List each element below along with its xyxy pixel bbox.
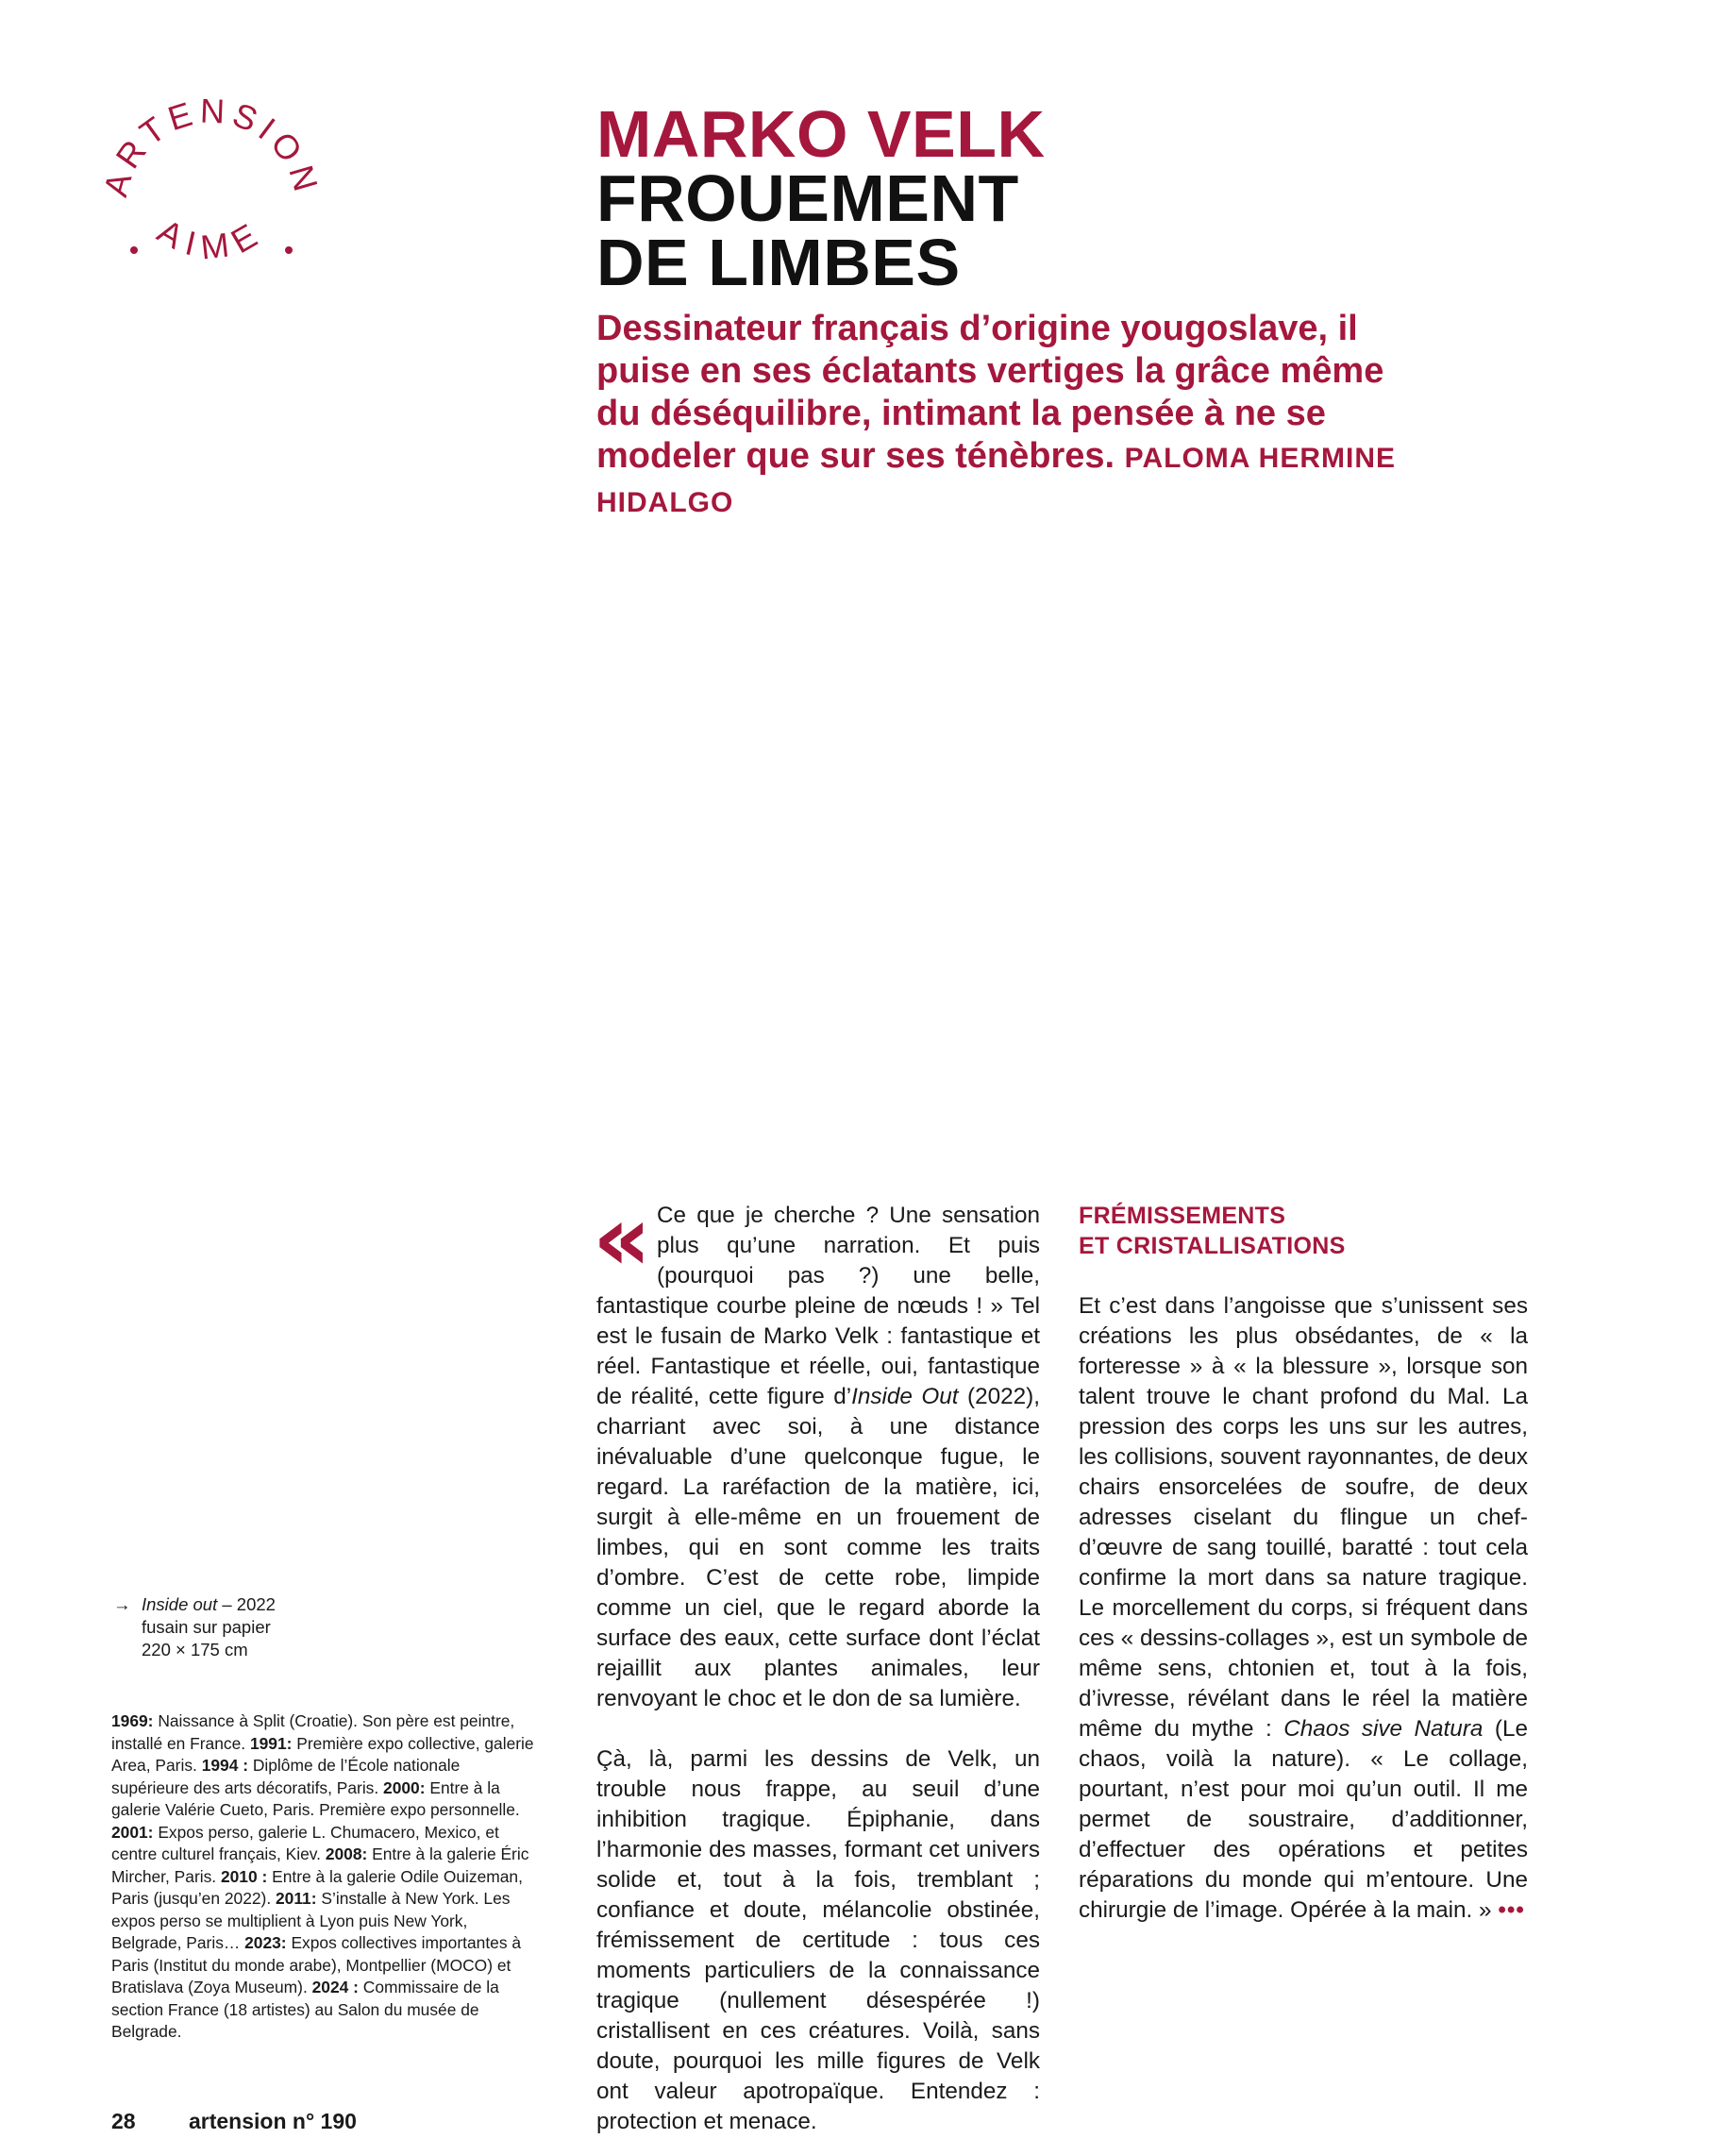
opening-quote-mark: « bbox=[593, 1186, 645, 1291]
bio-entry-text: S’installe à New York. Les expos perso se multiplient à Lyon puis New York, Belgrade, Paris… bbox=[111, 1889, 511, 1952]
caption-title: Inside out bbox=[142, 1594, 218, 1614]
bio-entry-text: Entre à la galerie Odile Ouizeman, Paris (jusqu’en 2022). bbox=[111, 1866, 523, 1908]
bio-entry-text: Diplôme de l’École nationale supérieure des arts décoratifs, Paris. bbox=[111, 1756, 461, 1797]
bio-entry-text: Entre à la galerie Valérie Cueto, Paris. Première expo personnelle. bbox=[111, 1777, 520, 1819]
paragraph-3: Et c’est dans l’angoisse que s’unissent ses créations les plus obsédantes, de « la forteresse » à « la blessure », lorsque son talent trouve le chant profond du Mal. La pression des corps les uns sur les autres, les collisions, souvent rayonnantes, de deux chairs ensorcelées de soufre, de deux adresses ciselant du flingue un chef-d’œuvre de sang touillé, baratté : tout cela confirme la mort dans sa nature tragique. Le morcellement du corps, si fréquent dans ces « dessins-collages », est un symbole de même sens, chtonien et, tout à la fois, d’ivresse, révélant dans le réel la matière même du mythe : Chaos sive Natura (Le chaos, voilà la nature). « Le collage, pourtant, n’est pour moi qu’un outil. Il me permet de soustraire, d’additionner, d’effectuer des opérations et petites réparations du monde qui m’entoure. Une chirurgie de l’image. Opérée à la main. » ••• bbox=[1079, 1293, 1528, 1923]
bio-entry-text: Entre à la galerie Éric Mircher, Paris. bbox=[111, 1844, 529, 1886]
bio-year: 2023: bbox=[244, 1933, 287, 1952]
article-header bbox=[596, 97, 1540, 524]
paragraph-1: « Ce que je cherche ? Une sensation plus qu’une narration. Et puis (pourquoi pas ?) une belle, fantastique courbe pleine de nœuds ! » Tel est le fusain de Marko Velk : fantastique et réel. Fantastique et réelle, oui, fantastique de réalité, cette figure d’Inside Out (2022), charriant avec soi, à une distance inévaluable d’une quelconque fugue, le regard. La raréfaction de la matière, ici, surgit à elle-même en un frouement de limbes, qui en sont comme les traits d’ombre. C’est de cette robe, limpide comme un ciel, que le regard aborde la surface des eaux, cette surface dont l’éclat rejaillit aux plantes animales, leur renvoyant le choc et le don de sa lumière. bbox=[593, 1186, 1040, 1711]
bio-year: 2024 : bbox=[311, 1978, 359, 1996]
svg-text:AIME bbox=[151, 211, 271, 267]
artist-name: MARKO VELK bbox=[596, 97, 1046, 171]
bio-entry-text: Commissaire de la section France (18 artistes) au Salon du musée de Belgrade. bbox=[111, 1978, 499, 2041]
page-footer bbox=[111, 2109, 357, 2134]
caption-arrow-icon: → bbox=[113, 1594, 131, 1614]
bio-year: 1994 : bbox=[201, 1756, 248, 1775]
artension-aime-logo bbox=[98, 94, 325, 321]
bio-entry-text: Première expo collective, galerie Area, Paris. bbox=[111, 1733, 534, 1775]
bio-year: 2010 : bbox=[220, 1866, 268, 1886]
lede-text: Dessinateur français d’origine yougoslave, il puise en ses éclatants vertiges la grâce même du déséquilibre, intimant la pensée à ne se modeler que sur ses ténèbres. bbox=[596, 309, 1384, 476]
page-number: 28 bbox=[111, 2109, 136, 2133]
caption-medium: fusain sur papier bbox=[142, 1617, 271, 1637]
logo-bottom-text: AIME bbox=[151, 211, 272, 267]
subheading: FRÉMISSEMENTS ET CRISTALLISATIONS bbox=[1079, 1203, 1346, 1259]
caption-year: – 2022 bbox=[217, 1594, 276, 1614]
article-column-2 bbox=[1079, 1201, 1528, 1926]
bio-year: 2011: bbox=[276, 1889, 317, 1908]
bio-entry-text: Expos perso, galerie L. Chumacero, Mexico, et centre culturel français, Kiev. bbox=[111, 1822, 499, 1863]
article-title-line-1: FROUEMENT bbox=[596, 161, 1019, 235]
bio-year: 1991: bbox=[249, 1733, 293, 1753]
bio-entry-text: Naissance à Split (Croatie). Son père est peintre, installé en France. bbox=[111, 1711, 515, 1753]
bio-year: 2001: bbox=[111, 1822, 154, 1842]
article-column-1 bbox=[593, 1186, 1040, 2137]
bio-year: 2008: bbox=[325, 1844, 368, 1863]
caption-dimensions: 220 × 175 cm bbox=[142, 1640, 248, 1659]
artist-biography bbox=[111, 1710, 534, 2044]
lede bbox=[596, 308, 1408, 524]
paragraph-2: Çà, là, parmi les dessins de Velk, un trouble nous frappe, au seuil d’une inhibition tragique. Épiphanie, dans l’harmonie des masses, formant cet univers solide et, tout à la fois, tremblant ; confiance et doute, mélancolie obstinée, frémissement de certitude : tous ces moments particuliers de la connaissance tragique (nullement désespérée !) cristallisent en ces créatures. Voilà, sans doute, pourquoi les mille figures de Velk ont valeur apotropaïque. Entendez : protection et menace. bbox=[596, 1746, 1040, 2134]
lede-author: PALOMA HERMINE HIDALGO bbox=[596, 443, 1396, 518]
end-mark: ••• bbox=[1498, 1897, 1525, 1923]
logo-top-text: ARTENSION bbox=[98, 94, 325, 201]
bio-year: 2000: bbox=[383, 1777, 426, 1797]
article-title-line-2: DE LIMBES bbox=[596, 226, 961, 299]
image-caption bbox=[113, 1593, 276, 1661]
magazine-issue: artension n° 190 bbox=[188, 2109, 357, 2133]
svg-text:ARTENSION bbox=[98, 94, 325, 201]
bio-year: 1969: bbox=[111, 1711, 154, 1730]
bio-entry-text: Expos collectives importantes à Paris (Institut du monde arabe), Montpellier (MOCO) et Bratislava (Zoya Museum). bbox=[111, 1933, 522, 1996]
